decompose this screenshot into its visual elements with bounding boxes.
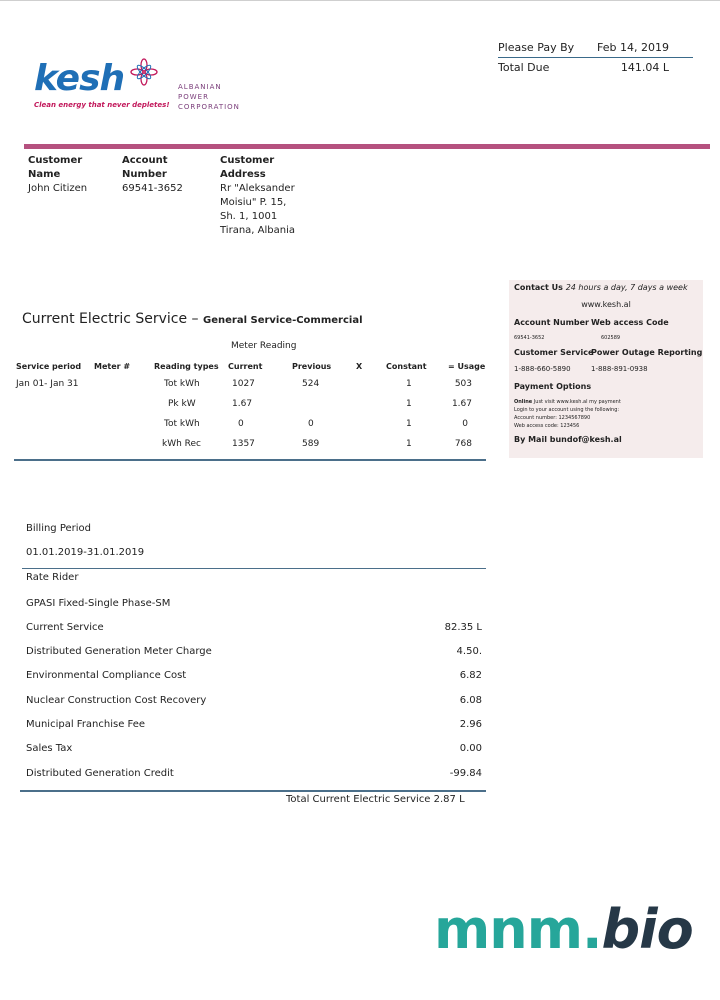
- table-row: [16, 434, 486, 454]
- cell-previous: 524: [302, 379, 320, 389]
- payment-options-label: Payment Options: [514, 382, 592, 391]
- web-access-code-value: 602589: [601, 335, 621, 341]
- header-reading-types: Reading types: [154, 361, 219, 371]
- total-due-row: [498, 60, 693, 76]
- logo-wordmark: kesh: [34, 58, 125, 99]
- service-title-main: Current Electric Service –: [22, 311, 204, 327]
- cell-multiplier: [356, 394, 386, 414]
- account-number-label: Account Number: [514, 318, 589, 327]
- billing-period-value: 01.01.2019-31.01.2019: [26, 547, 145, 558]
- header-current: Current: [228, 361, 263, 371]
- cell-meter-number: [94, 394, 154, 414]
- due-date-value: Feb 14, 2019: [597, 41, 669, 54]
- cell-current: 1027: [232, 379, 255, 389]
- web-access-code-label: Web access Code: [591, 318, 669, 327]
- table-row: [16, 394, 486, 414]
- contact-title-main: Contact Us: [514, 283, 563, 292]
- watermark: [434, 898, 693, 961]
- cell-usage: 503: [454, 379, 472, 389]
- cell-meter-number: [94, 434, 154, 454]
- online-instruction: Web access code: 123456: [514, 423, 580, 429]
- charge-label: Nuclear Construction Cost Recovery: [26, 695, 207, 706]
- cell-constant: 1: [406, 439, 412, 449]
- charge-value: 4.50.: [456, 646, 482, 657]
- billing-period-label: Billing Period: [26, 523, 92, 534]
- list-item: [26, 719, 482, 730]
- table-row: [16, 374, 486, 394]
- list-item: [26, 598, 482, 609]
- address-line: Tirana, Albania: [220, 225, 295, 236]
- customer-name: John Citizen: [28, 183, 88, 194]
- charge-label: Municipal Franchise Fee: [26, 719, 146, 730]
- cell-reading-type: Tot kWh: [164, 379, 200, 389]
- meter-table-rule: [14, 459, 486, 461]
- meter-table-header: [16, 358, 486, 374]
- header-constant: Constant: [386, 361, 427, 371]
- online-instruction: Login to your account using the following:: [514, 407, 620, 413]
- address-line: Moisiu" P. 15,: [220, 197, 287, 208]
- customer-service-label: Customer Service: [514, 348, 594, 357]
- list-item: [26, 622, 482, 633]
- website-link[interactable]: www.kesh.al: [581, 300, 631, 309]
- header-previous: Previous: [292, 361, 332, 371]
- cell-current: 1357: [232, 439, 255, 449]
- charge-label: Distributed Generation Credit: [26, 768, 174, 779]
- flower-icon: [130, 58, 158, 86]
- header-accent-bar: [24, 144, 710, 149]
- list-item: [26, 670, 482, 681]
- cell-meter-number: [94, 414, 154, 434]
- customer-name-block: [28, 154, 87, 196]
- header-usage: = Usage: [448, 361, 486, 371]
- billing-rule: [22, 568, 486, 569]
- outage-reporting-label: Power Outage Reporting: [591, 348, 703, 357]
- header-meter-number: Meter #: [94, 361, 131, 371]
- watermark-part: mnm.: [434, 898, 602, 961]
- contact-box: [509, 280, 703, 458]
- watermark-part: bio: [601, 898, 693, 961]
- cell-service-period: [16, 394, 94, 414]
- cell-usage: 1.67: [451, 399, 472, 409]
- cell-previous: 0: [308, 419, 314, 429]
- meter-table: [16, 358, 486, 454]
- total-rule: [20, 790, 486, 792]
- charge-label: Rate Rider: [26, 572, 79, 583]
- contact-hours: 24 hours a day, 7 days a week: [565, 283, 688, 292]
- list-item: [26, 743, 482, 754]
- list-item: [26, 768, 482, 779]
- customer-name-header: Customer: [28, 155, 83, 166]
- charge-label: Current Service: [26, 622, 104, 633]
- payment-divider: [498, 57, 693, 58]
- cell-service-period: [16, 414, 94, 434]
- logo-corporation-name: [178, 82, 240, 112]
- cell-multiplier: [356, 414, 386, 434]
- header-multiplier: X: [356, 361, 363, 371]
- cell-constant: 1: [406, 419, 412, 429]
- cell-multiplier: [356, 374, 386, 394]
- account-number-value: 69541-3652: [514, 335, 545, 341]
- customer-address-header: Address: [220, 169, 266, 180]
- cell-constant: 1: [406, 379, 412, 389]
- cell-reading-type: Tot kWh: [164, 419, 200, 429]
- outage-reporting-phone: 1-888-891-0938: [591, 365, 648, 373]
- due-date-row: [498, 40, 693, 56]
- meter-reading-label: Meter Reading: [231, 341, 297, 351]
- customer-address-header: Customer: [220, 155, 275, 166]
- logo-corp-line: CORPORATION: [178, 103, 240, 111]
- customer-address-block: [220, 154, 295, 238]
- cell-reading-type: kWh Rec: [162, 439, 202, 449]
- service-title: [22, 311, 363, 327]
- account-number-header: Number: [122, 169, 167, 180]
- cell-constant: 1: [406, 399, 412, 409]
- online-payment-line: [514, 399, 621, 405]
- contact-title: [514, 283, 688, 292]
- online-instruction: Just visit www.kesh.al my payment: [533, 399, 621, 405]
- account-number: 69541-3652: [122, 183, 183, 194]
- list-item: [26, 695, 482, 706]
- header-service-period: Service period: [16, 361, 82, 371]
- charge-label: Distributed Generation Meter Charge: [26, 646, 212, 657]
- total-due-label: Total Due: [498, 61, 550, 74]
- cell-meter-number: [94, 374, 154, 394]
- due-date-label: Please Pay By: [498, 41, 575, 54]
- customer-name-header: Name: [28, 169, 61, 180]
- cell-reading-type: Pk kW: [168, 399, 196, 409]
- charge-value: 6.08: [459, 695, 482, 706]
- address-line: Sh. 1, 1001: [220, 211, 278, 222]
- cell-current: 1.67: [232, 399, 253, 409]
- charge-value: 82.35 L: [444, 622, 482, 633]
- logo-corp-line: POWER: [178, 93, 209, 101]
- list-item: [26, 572, 482, 583]
- mail-payment: By Mail bundof@kesh.al: [514, 435, 622, 444]
- charge-value: -99.84: [449, 768, 482, 779]
- customer-service-phone: 1-888-660-5890: [514, 365, 571, 373]
- cell-previous: 589: [302, 439, 320, 449]
- cell-usage: 0: [462, 419, 468, 429]
- top-border: [0, 0, 720, 1]
- cell-service-period: Jan 01- Jan 31: [16, 379, 79, 389]
- charge-value: 0.00: [459, 743, 482, 754]
- logo-corp-line: ALBANIAN: [178, 83, 222, 91]
- table-row: [16, 414, 486, 434]
- list-item: [26, 646, 482, 657]
- address-line: Rr "Aleksander: [220, 183, 295, 194]
- logo-tagline: Clean energy that never depletes!: [34, 101, 170, 109]
- cell-service-period: [16, 434, 94, 454]
- account-number-block: [122, 154, 183, 196]
- charge-label: GPASI Fixed-Single Phase-SM: [26, 598, 171, 609]
- payment-summary: [498, 40, 693, 76]
- cell-previous: [292, 394, 356, 414]
- account-number-header: Account: [122, 155, 168, 166]
- charge-label: Sales Tax: [26, 743, 73, 754]
- cell-usage: 768: [454, 439, 472, 449]
- charge-label: Environmental Compliance Cost: [26, 670, 187, 681]
- cell-multiplier: [356, 434, 386, 454]
- online-instruction: Account number: 1234567890: [514, 415, 591, 421]
- total-due-value: 141.04 L: [620, 61, 669, 74]
- online-label: Online: [514, 399, 533, 405]
- charge-value: 2.96: [459, 719, 482, 730]
- company-logo: [34, 58, 244, 117]
- service-subtitle: General Service-Commercial: [203, 315, 363, 326]
- charge-value: 6.82: [459, 670, 482, 681]
- total-current-service: Total Current Electric Service 2.87 L: [286, 794, 465, 805]
- cell-current: 0: [238, 419, 244, 429]
